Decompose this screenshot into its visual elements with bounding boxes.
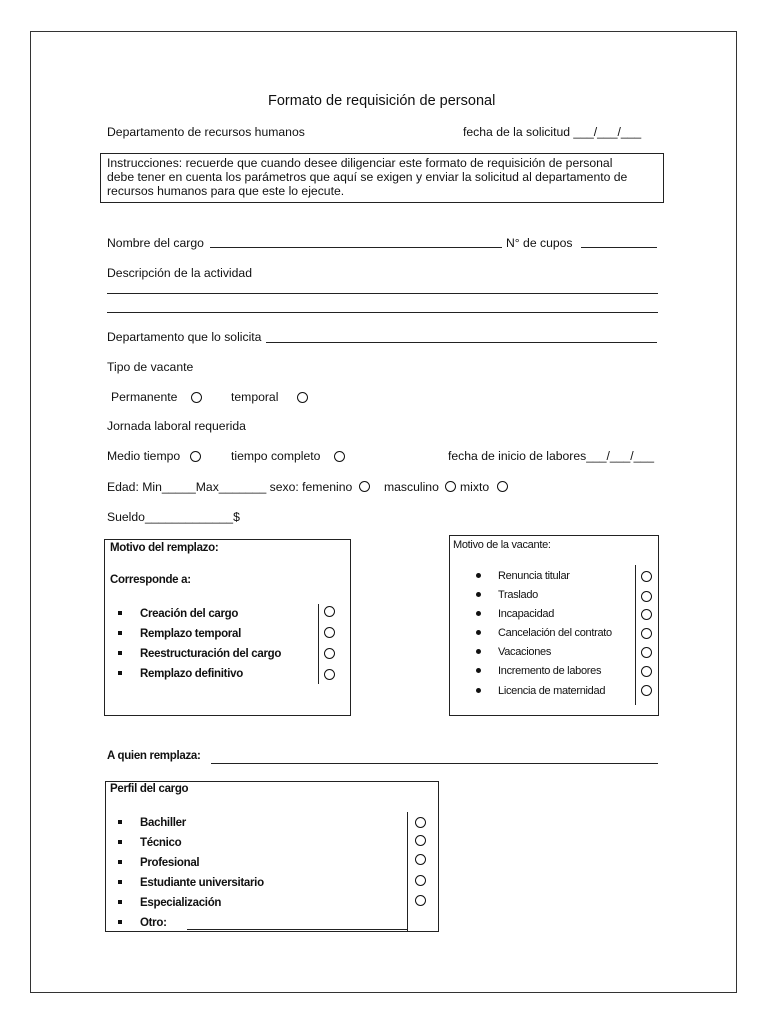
vacancy-reason-radio[interactable] [641, 591, 652, 602]
vacancy-reason-radio[interactable] [641, 571, 652, 582]
replacement-radio-creation[interactable] [324, 606, 335, 617]
profile-divider [407, 812, 408, 932]
replacement-subtitle: Corresponde a: [110, 574, 191, 586]
profile-radio-estudiante[interactable] [415, 875, 426, 886]
replacement-item: Remplazo temporal [118, 627, 241, 641]
vacancy-reason-item: Cancelación del contrato [476, 626, 612, 640]
slots-label: N° de cupos [506, 236, 573, 250]
job-name-label: Nombre del cargo [107, 236, 204, 250]
vacancy-reason-item: Incremento de labores [476, 664, 601, 678]
replacement-title: Motivo del remplazo: [110, 542, 219, 554]
profile-radio-tecnico[interactable] [415, 835, 426, 846]
workday-full-label: tiempo completo [231, 449, 321, 463]
vacancy-reason-radio[interactable] [641, 685, 652, 696]
form-title: Formato de requisición de personal [268, 93, 496, 109]
workday-full-radio[interactable] [334, 451, 345, 462]
replaces-label: A quien remplaza: [107, 750, 201, 762]
replacement-item: Creación del cargo [118, 607, 238, 621]
sex-mixed-label: mixto [460, 480, 490, 494]
requesting-dept-field[interactable] [266, 342, 657, 343]
vacancy-type-label: Tipo de vacante [107, 360, 194, 374]
sex-mixed-radio[interactable] [497, 481, 508, 492]
replacement-radio-definitive[interactable] [324, 669, 335, 680]
profile-radio-profesional[interactable] [415, 854, 426, 865]
vacancy-reason-item: Traslado [476, 588, 538, 602]
workday-half-radio[interactable] [190, 451, 201, 462]
vacancy-reason-item: Vacaciones [476, 645, 551, 659]
slots-field[interactable] [581, 247, 657, 248]
activity-field-line-1[interactable] [107, 293, 658, 294]
vacancy-reason-divider [635, 565, 636, 705]
vacancy-reason-item: Licencia de maternidad [476, 684, 605, 698]
instructions-line-2: debe tener en cuenta los parámetros que aquí se exigen y enviar la solicitud al departamento de [107, 170, 628, 184]
sex-female-radio[interactable] [359, 481, 370, 492]
profile-item: Estudiante universitario [118, 876, 264, 890]
instructions-line-3: recursos humanos para que este lo ejecute. [107, 184, 345, 198]
vacancy-reason-radio[interactable] [641, 628, 652, 639]
vacancy-temporary-radio[interactable] [297, 392, 308, 403]
activity-field-line-2[interactable] [107, 312, 658, 313]
sex-male-radio[interactable] [445, 481, 456, 492]
profile-radio-especializacion[interactable] [415, 895, 426, 906]
department-label: Departamento de recursos humanos [107, 125, 305, 139]
replacement-radio-restructuring[interactable] [324, 648, 335, 659]
replacement-radio-temporary[interactable] [324, 627, 335, 638]
vacancy-reason-item: Incapacidad [476, 607, 554, 621]
vacancy-reason-radio[interactable] [641, 609, 652, 620]
profile-item: Especialización [118, 896, 221, 910]
profile-item: Técnico [118, 836, 181, 850]
profile-radio-bachiller[interactable] [415, 817, 426, 828]
activity-label: Descripción de la actividad [107, 266, 252, 280]
vacancy-reason-item: Renuncia titular [476, 569, 570, 583]
replacement-divider [318, 604, 319, 684]
age-sex-line[interactable]: Edad: Min_____Max_______ sexo: femenino [107, 480, 353, 494]
profile-other-field[interactable] [187, 929, 407, 930]
profile-item: Bachiller [118, 816, 186, 830]
salary-field[interactable]: Sueldo_____________$ [107, 510, 240, 524]
vacancy-reason-title: Motivo de la vacante: [453, 539, 551, 551]
replacement-item: Reestructuración del cargo [118, 647, 281, 661]
profile-item: Otro: [118, 916, 167, 930]
vacancy-temporary-label: temporal [231, 390, 279, 404]
vacancy-reason-radio[interactable] [641, 647, 652, 658]
sex-male-label: masculino [384, 480, 439, 494]
vacancy-permanent-radio[interactable] [191, 392, 202, 403]
replacement-item: Remplazo definitivo [118, 667, 243, 681]
start-date-field[interactable]: fecha de inicio de labores___/___/___ [448, 449, 654, 463]
vacancy-reason-radio[interactable] [641, 666, 652, 677]
profile-title: Perfil del cargo [110, 783, 189, 795]
request-date-field[interactable]: fecha de la solicitud ___/___/___ [463, 125, 642, 139]
profile-item: Profesional [118, 856, 199, 870]
workday-half-label: Medio tiempo [107, 449, 181, 463]
replaces-field[interactable] [211, 763, 658, 764]
requesting-dept-label: Departamento que lo solicita [107, 330, 262, 344]
vacancy-permanent-label: Permanente [111, 390, 178, 404]
workday-label: Jornada laboral requerida [107, 419, 246, 433]
instructions-line-1: Instrucciones: recuerde que cuando desee diligenciar este formato de requisición de personal [107, 156, 613, 170]
job-name-field[interactable] [210, 247, 502, 248]
